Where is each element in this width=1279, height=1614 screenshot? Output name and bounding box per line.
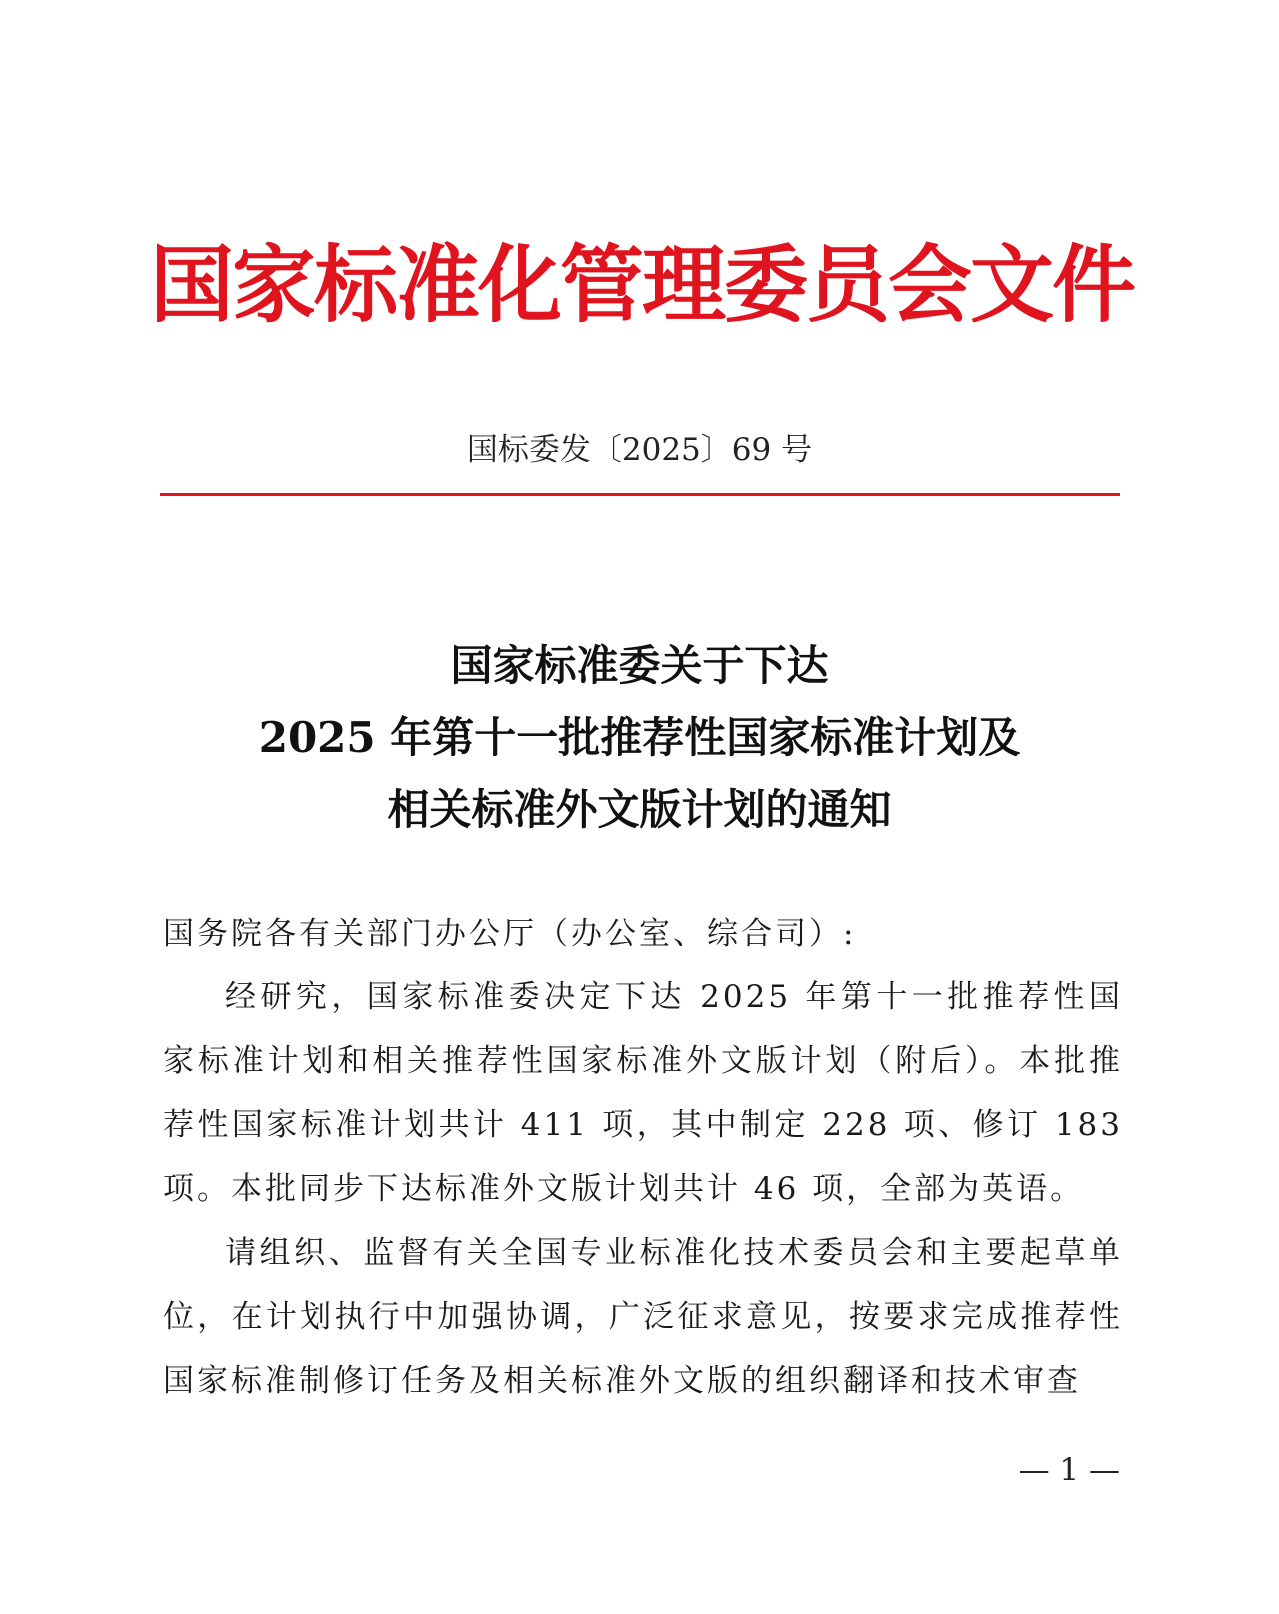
notice-title [150,630,1129,846]
title-line: 2025 年第十一批推荐性国家标准计划及 [258,713,1021,762]
addressee: 国务院各有关部门办公厅（办公室、综合司）: [163,916,857,952]
document-number: 国标委发〔2025〕69 号 [466,432,813,468]
masthead-title: 国家标准化管理委员会文件 [150,235,1135,334]
body-paragraph: 经研究，国家标准委决定下达 2025 年第十一批推荐性国家标准计划和相关推荐性国家标准外文版计划（附后）。本批推荐性国家标准计划共计 411 项，其中制定 228 项、修订 183 项。本批同步下达标准外文版计划共计 46 项，全部为英语。 [163,979,1123,1207]
red-divider-line [160,493,1120,496]
body-paragraph: 请组织、监督有关全国专业标准化技术委员会和主要起草单位，在计划执行中加强协调，广泛征求意见，按要求完成推荐性国家标准制修订任务及相关标准外文版的组织翻译和技术审查 [163,1235,1123,1399]
title-line: 相关标准外文版计划的通知 [387,785,892,834]
title-line: 国家标准委关于下达 [450,641,829,690]
page-number: — 1 — [1018,1452,1120,1488]
